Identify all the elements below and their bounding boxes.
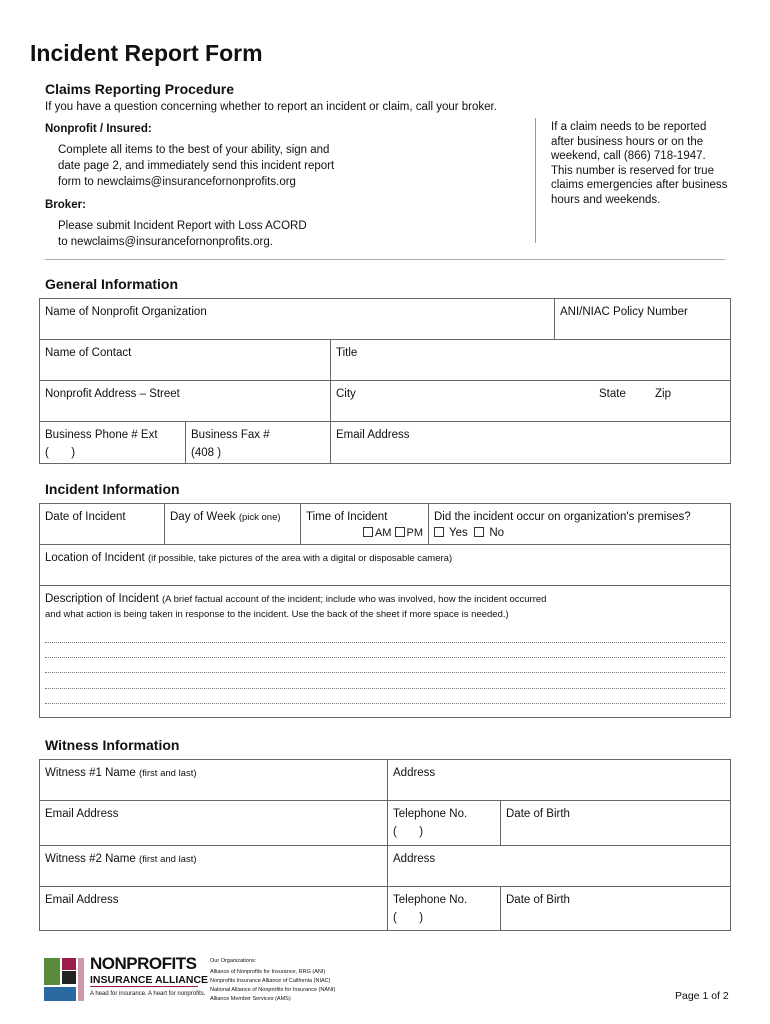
date-field[interactable]: Date of Incident xyxy=(39,503,165,545)
logo-text: NONPROFITS xyxy=(90,954,197,973)
witness2-address-field[interactable]: Address xyxy=(387,845,731,887)
insured-text: form to newclaims@insurancefornonprofits.org xyxy=(58,176,296,188)
logo-subtext: INSURANCE ALLIANCE xyxy=(90,974,209,986)
witness2-email-field[interactable]: Email Address xyxy=(39,886,388,931)
street-field[interactable]: Nonprofit Address – Street xyxy=(39,380,331,422)
am-checkbox[interactable] xyxy=(363,527,373,537)
divider xyxy=(45,259,725,260)
policy-number-field[interactable]: ANI/NIAC Policy Number xyxy=(554,298,731,340)
pm-checkbox[interactable] xyxy=(395,527,405,537)
day-of-week-field[interactable]: Day of Week (pick one) xyxy=(164,503,301,545)
insured-text: date page 2, and immediately send this incident report xyxy=(58,160,335,172)
broker-label: Broker: xyxy=(45,199,86,211)
broker-text: to newclaims@insurancefornonprofits.org. xyxy=(58,236,273,248)
yes-checkbox[interactable] xyxy=(434,527,444,537)
time-field[interactable]: Time of Incident AM PM xyxy=(300,503,429,545)
broker-text: Please submit Incident Report with Loss ACORD xyxy=(58,220,307,232)
incident-heading: Incident Information xyxy=(45,481,180,497)
divider xyxy=(535,118,536,243)
logo-icon xyxy=(44,958,86,1001)
page-number: Page 1 of 2 xyxy=(675,990,729,1002)
location-field[interactable]: Location of Incident (if possible, take pictures of the area with a digital or disposable camera) xyxy=(39,544,731,586)
witness2-dob-field[interactable]: Date of Birth xyxy=(500,886,731,931)
premises-field: Did the incident occur on organization's premises? Yes No xyxy=(428,503,731,545)
tagline: A head for insurance. A heart for nonprofits. xyxy=(90,991,206,997)
general-heading: General Information xyxy=(45,276,179,292)
witness1-address-field[interactable]: Address xyxy=(387,759,731,801)
witness1-name-field[interactable]: Witness #1 Name (first and last) xyxy=(39,759,388,801)
title-field[interactable]: Title xyxy=(330,339,731,381)
claims-intro: If you have a question concerning whether to report an incident or claim, call your broker. xyxy=(45,101,497,113)
insured-label: Nonprofit / Insured: xyxy=(45,123,152,135)
phone-field[interactable]: Business Phone # Ext ( ) xyxy=(39,421,186,464)
city-state-zip-field[interactable]: City State Zip xyxy=(330,380,731,422)
witness2-name-field[interactable]: Witness #2 Name (first and last) xyxy=(39,845,388,887)
fax-field[interactable]: Business Fax # (408 ) xyxy=(185,421,331,464)
witness-heading: Witness Information xyxy=(45,737,180,753)
after-hours-note: If a claim needs to be reported after business hours or on the weekend, call (866) 718-1947. This number is reserved for true claims emergencies after business hours and weekends. xyxy=(551,121,728,206)
description-field[interactable]: Description of Incident (A brief factual account of the incident; include who was involved, how the incident occurred and what action is being taken in response to the incident. Use the back of the sheet if more space is needed.) xyxy=(39,585,731,718)
witness1-phone-field[interactable]: Telephone No. ( ) xyxy=(387,800,501,846)
org-name-field[interactable]: Name of Nonprofit Organization xyxy=(39,298,555,340)
witness1-email-field[interactable]: Email Address xyxy=(39,800,388,846)
no-checkbox[interactable] xyxy=(474,527,484,537)
witness1-dob-field[interactable]: Date of Birth xyxy=(500,800,731,846)
email-field[interactable]: Email Address xyxy=(330,421,731,464)
claims-heading: Claims Reporting Procedure xyxy=(45,81,235,97)
insured-text: Complete all items to the best of your ability, sign and xyxy=(58,144,330,156)
contact-name-field[interactable]: Name of Contact xyxy=(39,339,331,381)
organizations-list: Our Organizations: Alliance of Nonprofits for Insurance, RRG (ANI) Nonprofits Insurance Alliance of California (NIAC) National Alliance of Nonprofits for Insurance (NANI) Alliance Member Services (AMS) xyxy=(210,958,336,1002)
page-title: Incident Report Form xyxy=(30,40,263,66)
witness2-phone-field[interactable]: Telephone No. ( ) xyxy=(387,886,501,931)
